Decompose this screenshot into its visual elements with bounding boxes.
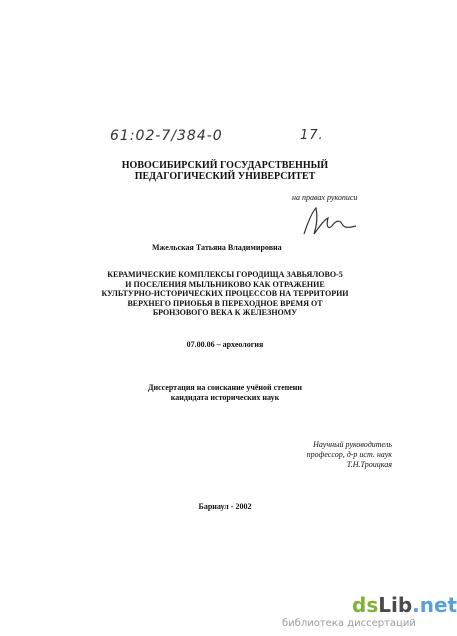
title-line: БРОНЗОВОГО ВЕКА К ЖЕЛЕЗНОМУ bbox=[152, 308, 298, 317]
university-line: НОВОСИБИРСКИЙ ГОСУДАРСТВЕННЫЙ bbox=[121, 160, 329, 171]
logo-part-net: .net bbox=[412, 593, 457, 617]
supervisor-line: Научный руководитель bbox=[313, 440, 392, 449]
city-year: Барнаул - 2002 bbox=[198, 502, 252, 511]
university-line: ПЕДАГОГИЧЕСКИЙ УНИВЕРСИТЕТ bbox=[134, 171, 316, 182]
degree-statement bbox=[0, 383, 450, 403]
title-line: И ПОСЕЛЕНИЯ МЫЛЬНИКОВО КАК ОТРАЖЕНИЕ bbox=[125, 279, 325, 289]
dissertation-title bbox=[0, 270, 450, 318]
rights-note: на правах рукописи bbox=[292, 193, 358, 202]
logo-part-ds: ds bbox=[352, 593, 379, 617]
degree-line: кандидата исторических наук bbox=[170, 393, 280, 402]
degree-line: Диссертация на соискание учёной степени bbox=[147, 383, 303, 392]
dslib-logo[interactable] bbox=[352, 595, 457, 615]
supervisor-line: Т.Н.Троицкая bbox=[346, 460, 392, 469]
university-name bbox=[0, 160, 450, 182]
title-line: ВЕРХНЕГО ПРИОБЬЯ В ПЕРЕХОДНОЕ ВРЕМЯ ОТ bbox=[127, 298, 323, 308]
title-line: КУЛЬТУРНО-ИСТОРИЧЕСКИХ ПРОЦЕССОВ НА ТЕРРИТОРИИ bbox=[101, 289, 349, 298]
logo-part-lib: Lib bbox=[378, 593, 413, 617]
archive-code-handwritten: 61:02-7/384-0 bbox=[110, 128, 223, 144]
author-name: Мжельская Татьяна Владимировна bbox=[152, 243, 282, 252]
signature bbox=[300, 204, 360, 240]
logo-tagline: библиотека диссертаций bbox=[282, 618, 416, 629]
page-number-handwritten: 17. bbox=[300, 128, 324, 143]
title-line: КЕРАМИЧЕСКИЕ КОМПЛЕКСЫ ГОРОДИЩА ЗАВЬЯЛОВО-5 bbox=[107, 270, 343, 279]
supervisor-line: профессор, д-р ист. наук bbox=[306, 450, 392, 459]
supervisor-block bbox=[252, 440, 392, 470]
specialty-code: 07.00.06 – археология bbox=[186, 340, 264, 349]
